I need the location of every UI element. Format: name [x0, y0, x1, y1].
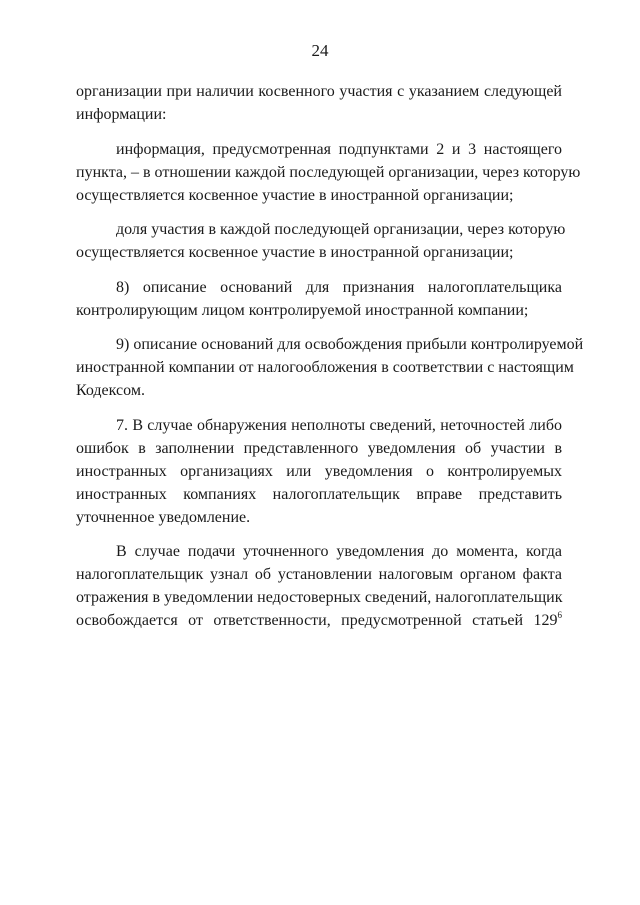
text-line: 8) описание оснований для признания налогоплательщика	[116, 278, 562, 296]
page-number: 24	[311, 41, 329, 60]
text-line: иностранных компаниях налогоплательщик вправе представить	[76, 485, 562, 503]
text-line: иностранных организациях или уведомления о контролируемых	[76, 462, 562, 480]
text-line-last-with-sup	[76, 609, 562, 632]
text-line: уточненное уведомление.	[76, 508, 251, 526]
text-line: осуществляется косвенное участие в иностранной организации;	[76, 186, 514, 204]
text-line: организации при наличии косвенного участия с указанием следующей	[76, 83, 562, 100]
article-superscript: 6	[557, 610, 562, 620]
text-line: 9) описание оснований для освобождения прибыли контролируемой	[116, 336, 584, 353]
text-line: доля участия в каждой последующей организации, через которую	[116, 221, 566, 238]
text-line: отражения в уведомлении недостоверных сведений, налогоплательщик	[76, 589, 563, 606]
body-text	[76, 80, 584, 632]
text-line: контролирующим лицом контролируемой иностранной компании;	[76, 301, 529, 319]
text-line: 7. В случае обнаружения неполноты сведений, неточностей либо	[116, 416, 562, 434]
text-line-content: освобождается от ответственности, предусмотренной статьей 129	[76, 612, 558, 629]
text-line: В случае подачи уточненного уведомления до момента, когда	[116, 543, 562, 560]
text-line: Кодексом.	[76, 382, 145, 399]
text-line: иностранной компании от налогообложения в соответствии с настоящим	[76, 359, 574, 376]
text-line: информации:	[76, 106, 167, 123]
text-line: информация, предусмотренная подпунктами 2 и 3 настоящего	[116, 140, 562, 158]
text-line: ошибок в заполнении представленного уведомления об участии в	[76, 439, 562, 457]
text-line: пункта, – в отношении каждой последующей организации, через которую	[76, 163, 581, 181]
text-line: осуществляется косвенное участие в иностранной организации;	[76, 244, 514, 261]
text-line: налогоплательщик узнал об установлении налоговым органом факта	[76, 566, 562, 583]
